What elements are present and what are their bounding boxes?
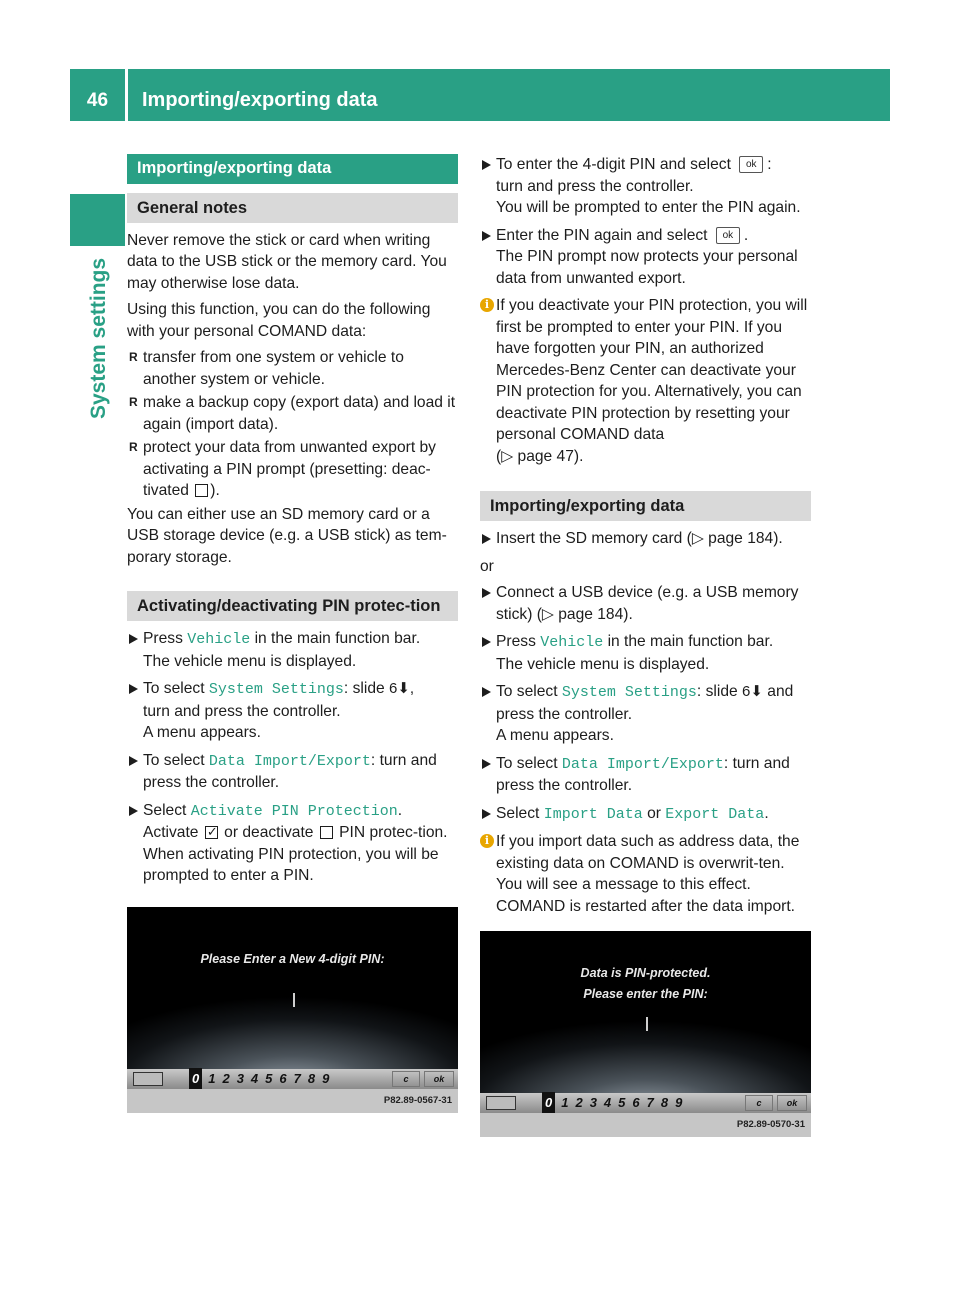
digit-row: 123456789 xyxy=(208,1070,337,1086)
ok-key: ok xyxy=(424,1071,454,1087)
step-text: : slide xyxy=(696,683,738,700)
step-text: : slide xyxy=(343,680,385,697)
or-text: or xyxy=(480,557,494,575)
menu-item-code: Data Import/Export xyxy=(561,755,724,773)
page-number: 46 xyxy=(70,69,125,121)
list-item xyxy=(127,437,458,502)
step-result: A menu appears. xyxy=(143,724,261,741)
list-item-end: ). xyxy=(210,482,220,499)
step-result: A menu appears. xyxy=(496,727,614,744)
pin-protected-screenshot xyxy=(480,931,811,1137)
step-text: . xyxy=(397,801,403,819)
step: Insert the SD memory card (▷ page 184). xyxy=(480,528,811,550)
menu-item-code: System Settings xyxy=(561,684,697,701)
right-column xyxy=(480,154,811,1137)
info-note xyxy=(480,831,811,917)
controller-slide-icon: 6⬇ xyxy=(742,683,763,700)
step-text: Select xyxy=(496,804,540,822)
step-text: turn and press the controller. xyxy=(143,702,341,720)
text-cursor xyxy=(293,993,295,1007)
step xyxy=(480,225,811,290)
list-item: R make a backup copy (export data) and load it again (import data). xyxy=(127,392,458,435)
step-text: Press xyxy=(496,633,536,650)
step xyxy=(480,803,811,826)
pin-entry-screenshot xyxy=(127,907,458,1113)
checkbox-on-icon xyxy=(205,826,218,839)
step-text: and press the controller. xyxy=(496,683,794,723)
step-text: To select xyxy=(496,754,558,772)
menu-item-code: Vehicle xyxy=(187,631,251,648)
paragraph: Using this function, you can do the following with your personal COMAND data: xyxy=(127,301,431,340)
pin-prompt-text: Please enter the PIN: xyxy=(583,987,708,1001)
step-text: : turn and press the controller. xyxy=(496,754,790,794)
step xyxy=(127,628,458,672)
step-text: PIN protec-tion. When activating PIN protection, you will be prompted to enter a PIN. xyxy=(143,824,448,884)
step-text: or xyxy=(647,804,661,822)
step xyxy=(480,681,811,747)
paragraph: You can either use an SD memory card or a USB storage device (e.g. a USB stick) as tem-porary storage. xyxy=(127,505,447,566)
step-text: To select xyxy=(496,683,558,700)
info-icon: i xyxy=(480,834,494,848)
step-result: The PIN prompt now protects your personal data from unwanted export. xyxy=(496,248,798,287)
info-note xyxy=(480,295,811,467)
menu-item-code: Data Import/Export xyxy=(208,752,371,770)
step: Connect a USB device (e.g. a USB memory stick) (▷ page 184). xyxy=(480,582,811,625)
digit-row: 123456789 xyxy=(561,1095,690,1111)
checkbox-off-icon xyxy=(195,484,208,497)
step xyxy=(480,631,811,675)
section-title: Importing/exporting data xyxy=(127,154,458,184)
step-text: To select xyxy=(143,751,205,769)
pin-digit-bar xyxy=(127,1069,458,1089)
step xyxy=(127,800,458,887)
menu-item-code: Activate PIN Protection xyxy=(190,802,398,820)
pin-digit-bar xyxy=(480,1093,811,1113)
info-text: If you deactivate your PIN protection, you will first be prompted to enter your PIN. If you have forgotten your PIN, an authorized Mercedes-Benz Center can deactivate your PIN protection for you. Alternatively, you can deactivate PIN protection by resetting your personal COMAND data xyxy=(496,297,808,443)
step-text: To select xyxy=(143,680,205,697)
pin-protected-text: Data is PIN-protected. xyxy=(580,966,711,980)
page-reference: (▷ page 47). xyxy=(496,447,584,465)
step-text: in the main function bar. xyxy=(254,630,421,647)
step-text: Enter the PIN again and select xyxy=(496,226,708,244)
clear-key: c xyxy=(745,1095,773,1111)
step-result: The vehicle menu is displayed. xyxy=(143,652,357,670)
side-tab-marker xyxy=(70,194,125,246)
page-header-title: Importing/exporting data xyxy=(128,69,890,121)
step xyxy=(127,678,458,744)
clear-key: c xyxy=(392,1071,420,1087)
step-result: The vehicle menu is displayed. xyxy=(496,655,710,673)
back-icon xyxy=(486,1096,516,1110)
side-tab-label: System settings xyxy=(87,258,110,420)
step xyxy=(480,154,811,219)
step-text: in the main function bar. xyxy=(607,633,774,650)
list-item: R transfer from one system or vehicle to another system or vehicle. xyxy=(127,347,458,390)
step-text: : turn and press the controller. xyxy=(143,751,437,791)
figure-code: P82.89-0567-31 xyxy=(127,1089,458,1113)
subsection-title-pin: Activating/deactivating PIN protec-tion xyxy=(127,591,458,621)
digit-zero-selected: 0 xyxy=(189,1068,202,1090)
step-text: Select xyxy=(143,801,187,819)
pin-prompt-text: Please Enter a New 4-digit PIN: xyxy=(200,951,385,966)
controller-slide-icon: 6⬇, xyxy=(389,680,415,697)
step-text: . xyxy=(764,804,769,822)
ok-icon: ok xyxy=(739,156,763,173)
subsection-title-general-notes: General notes xyxy=(127,193,458,223)
list-item-text: protect your data from unwanted export by activating a PIN prompt (presetting: deac-tivated xyxy=(143,439,436,499)
step xyxy=(127,750,458,794)
step-text: To enter the 4-digit PIN and select xyxy=(496,156,731,173)
menu-item-code: Export Data xyxy=(665,805,765,823)
text-cursor xyxy=(646,1017,648,1031)
step xyxy=(480,753,811,797)
step-text: : xyxy=(767,156,772,173)
subsection-title-import-export: Importing/exporting data xyxy=(480,491,811,521)
menu-item-code: Vehicle xyxy=(540,634,604,651)
step-result: You will be prompted to enter the PIN again. xyxy=(496,199,801,216)
step-text: Activate xyxy=(143,824,199,841)
step-text: or deactivate xyxy=(224,824,314,841)
ok-key: ok xyxy=(777,1095,807,1111)
ok-icon: ok xyxy=(716,227,740,244)
menu-item-code: Import Data xyxy=(543,805,643,823)
left-column xyxy=(127,154,458,1113)
menu-item-code: System Settings xyxy=(208,681,344,698)
digit-zero-selected: 0 xyxy=(542,1092,555,1114)
figure-code: P82.89-0570-31 xyxy=(480,1113,811,1137)
step-text: Press xyxy=(143,630,183,647)
back-icon xyxy=(133,1072,163,1086)
checkbox-off-icon xyxy=(320,826,333,839)
info-text: If you import data such as address data, the existing data on COMAND is overwrit-ten. You will see a message to this effect. COMAND is restarted after the data import. xyxy=(496,833,800,915)
paragraph: Never remove the stick or card when writing data to the USB stick or the memory card. You may otherwise lose data. xyxy=(127,231,447,292)
step-text: . xyxy=(743,226,749,244)
step-text: turn and press the controller. xyxy=(496,177,694,195)
info-icon: i xyxy=(480,298,494,312)
